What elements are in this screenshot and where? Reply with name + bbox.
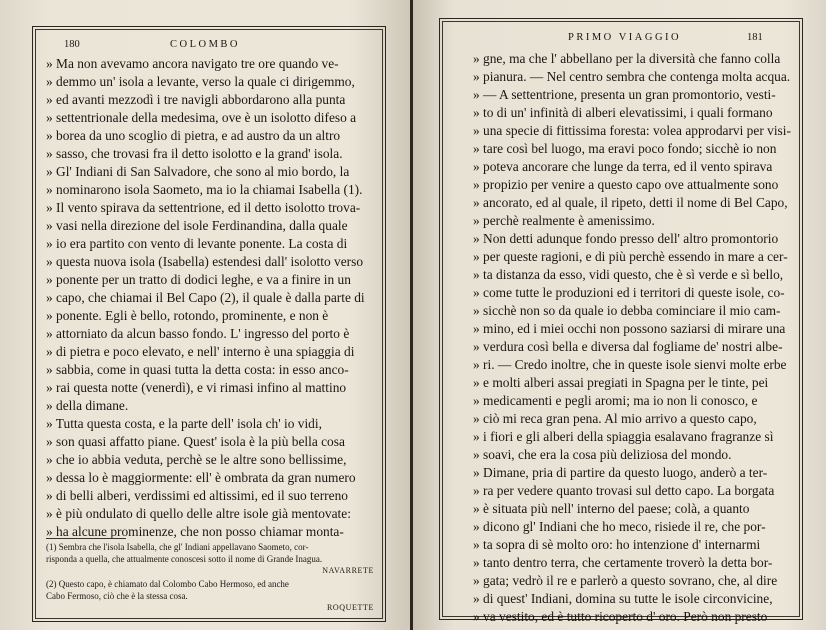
text-line: » dessa lo è maggiormente: ell' è ombrata da gran numero — [46, 470, 356, 485]
text-line: » di pietra e poco elevato, e nell' interno è una spiaggia di — [46, 344, 355, 359]
page-number: 181 — [747, 32, 763, 43]
text-line: » tare così bel luogo, ma eravi poco fondo; sicchè io non — [473, 141, 777, 156]
text-line: » ancorato, ed al quale, il ripeto, detti il nome di Bel Capo, — [473, 195, 788, 210]
text-line: » Gl' Indiani di San Salvadore, che sono al mio bordo, la — [46, 164, 350, 179]
text-line: » è più ondulato di quello delle altre isole già mentovate: — [46, 506, 351, 521]
text-line: » nominarono isola Saometo, ma io la chiamai Isabella (1). — [46, 182, 363, 197]
text-line: » della dimane. — [46, 398, 129, 413]
text-line: » di belli alberi, verdissimi ed altissimi, ed il suo terreno — [46, 488, 348, 503]
text-line: » poteva ancorare che lunge da terra, ed il vento spirava — [473, 159, 773, 174]
text-line: » son quasi affatto piane. Quest' isola è la più bella cosa — [46, 434, 345, 449]
text-line: » Non detti adunque fondo presso dell' altro promontorio — [473, 231, 779, 246]
text-line: » ri. — Credo inoltre, che in queste isole sienvi molte erbe — [473, 357, 787, 372]
text-line: » verdura così bella e diversa dal fogliame de' nostri albe- — [473, 339, 783, 354]
text-line: » vasi nella direzione del isole Ferdinandina, dalla quale — [46, 218, 348, 233]
text-line: » propizio per venire a questo capo ove attualmente sono — [473, 177, 779, 192]
text-line: » è situata più nell' interno del paese; colà, a quanto — [473, 501, 750, 516]
footnote-rule — [46, 538, 126, 539]
text-line: » Dimane, pria di partire da questo luogo, anderò a ter- — [473, 465, 768, 480]
text-line: » borea da uno scoglio di pietra, e ad austro da un altro — [46, 128, 341, 143]
text-line: » settentrionale della medesima, ove è un isolotto difeso a — [46, 110, 357, 125]
text-line: » rai questa notte (venerdì), e vi rimasi infino al mattino — [46, 380, 347, 395]
text-line: » demmo un' isola a levante, verso la quale ci dirigemmo, — [46, 74, 355, 89]
footnote-source: ROQUETTE — [326, 602, 374, 612]
running-head: PRIMO VIAGGIO — [568, 32, 682, 43]
text-line: » ta sopra di sè molto oro: ho intenzione d' internarmi — [473, 537, 761, 552]
body-text — [473, 50, 791, 626]
text-line: » ponente per un tratto di dodici leghe, e va a finire in un — [46, 272, 351, 287]
text-line: » perchè realmente è amenissimo. — [473, 213, 655, 228]
text-line: » una specie di fittissima foresta: volea approdarvi per visi- — [473, 123, 791, 138]
text-line: » attorniato da alcun basso fondo. L' ingresso del porto è — [46, 326, 350, 341]
text-line: » che io abbia veduta, perchè se le altre sono bellissime, — [46, 452, 347, 467]
text-line: » medicamenti e pegli aromi; ma io non li conosco, e — [473, 393, 758, 408]
text-line: » dicono gl' Indiani che ho meco, risiede il re, che por- — [473, 519, 766, 534]
text-line: » ponente. Egli è bello, rotondo, prominente, e non è — [46, 308, 329, 323]
text-line: » ciò mi reca gran pena. Al mio arrivo a questo capo, — [473, 411, 757, 426]
text-line: » Tutta questa costa, e la parte dell' isola ch' io vidi, — [46, 416, 322, 431]
text-line: » per queste ragioni, e di più perchè essendo in mare a cer- — [473, 249, 788, 264]
text-line: » sicchè non so da quale io debba cominciare il mio cam- — [473, 303, 781, 318]
footnote-line: risponda a quella, che attualmente conoscesi sotto il nome di Grande Inagua. — [46, 554, 323, 565]
text-line: » va vestito, ed è tutto ricoperto d' oro. Però non presto — [473, 609, 768, 624]
text-line: » soavi, che era la cosa più deliziosa del mondo. — [473, 447, 732, 462]
text-line: » mino, ed i miei occhi non possono saziarsi di mirare una — [473, 321, 786, 336]
text-line: » sabbia, come in quasi tutta la detta costa: in esso anco- — [46, 362, 349, 377]
footnote-line: (1) Sembra che l'isola Isabella, che gl' Indiani appellavano Saometo, cor- — [46, 542, 309, 552]
text-line: » ha alcune prominenze, che non posso chiamar monta- — [46, 524, 344, 539]
page-number: 180 — [64, 39, 80, 50]
footnote-source: NAVARRETE — [322, 566, 374, 576]
text-line: » — A settentrione, presenta un gran promontorio, vesti- — [473, 87, 776, 102]
running-head: COLOMBO — [170, 39, 241, 50]
text-line: » Ma non avevamo ancora navigato tre ore quando ve- — [46, 56, 339, 71]
body-text — [46, 55, 365, 541]
text-line: » questa nuova isola (Isabella) estendesi dall' isolotto verso — [46, 254, 364, 269]
text-line: » gne, ma che l' abbellano per la diversità che fanno colla — [473, 51, 781, 66]
footnote-line: (2) Questo capo, è chiamato dal Colombo Cabo Hermoso, ed anche — [46, 578, 289, 589]
text-line: » come tutte le produzioni ed i territori di queste isole, co- — [473, 285, 785, 300]
text-line: » capo, che chiamai il Bel Capo (2), il quale è dalla parte di — [46, 290, 365, 305]
text-line: » pianura. — Nel centro sembra che contenga molta acqua. — [473, 69, 791, 84]
left-page — [0, 0, 410, 630]
text-line: » gata; vedrò il re e parlerò a questo sovrano, che, al dire — [473, 573, 778, 588]
text-line: » ta distanza da esso, vidi questo, che è sì verde e sì bello, — [473, 267, 784, 282]
text-line: » di quest' Indiani, domina su tutte le isole circonvicine, — [473, 591, 773, 606]
footnotes — [46, 541, 374, 614]
right-page — [413, 0, 826, 630]
footnote-line: Cabo Fermoso, ciò che è la stessa cosa. — [46, 590, 188, 601]
text-line: » sasso, che trovasi fra il detto isolotto e la grand' isola. — [46, 146, 343, 161]
text-line: » io era partito con vento di levante ponente. La costa di — [46, 236, 348, 251]
text-line: » Il vento spirava da settentrione, ed il detto isolotto trova- — [46, 200, 361, 215]
text-line: » to di un' infinità di alberi elevatissimi, i quali formano — [473, 105, 773, 120]
text-line: » ed avanti mezzodì i tre navigli abbordarono alla punta — [46, 92, 346, 107]
text-line: » tanto dentro terra, che certamente troverò la detta bor- — [473, 555, 773, 570]
text-line: » ra per vedere quanto trovasi sul detto capo. La borgata — [473, 483, 775, 498]
text-line: » e molti alberi assai pregiati in Spagna per le tinte, pei — [473, 375, 769, 390]
text-line: » i fiori e gli alberi della spiaggia esalavano fragranze sì — [473, 429, 774, 444]
